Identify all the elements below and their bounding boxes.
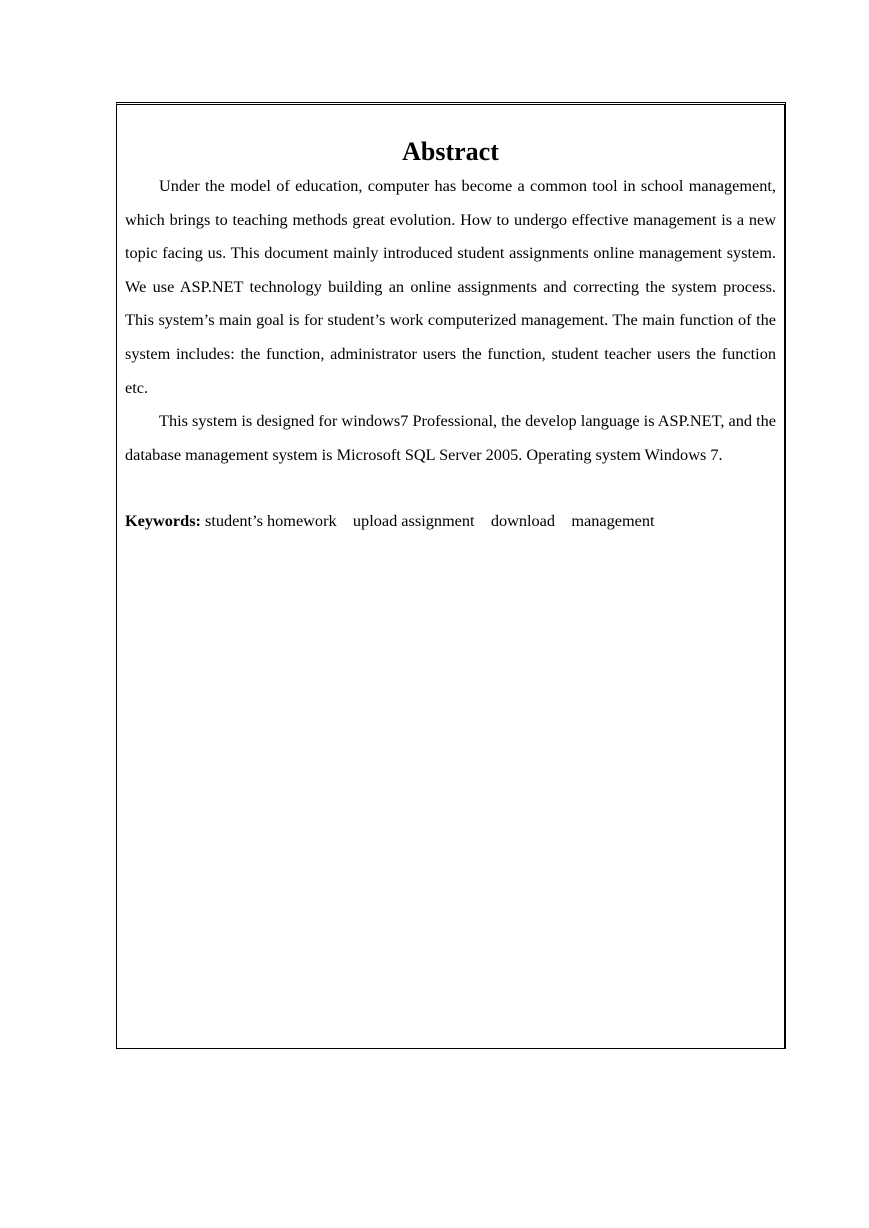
abstract-paragraph-2: This system is designed for windows7 Professional, the develop language is ASP.NET, and the database management system is Microsoft SQL Server 2005. Operating system Windows 7.	[125, 411, 776, 464]
keywords-text: student’s homework upload assignment download management	[200, 511, 655, 531]
keywords-label: Keywords:	[125, 511, 201, 531]
abstract-paragraph-1: Under the model of education, computer has become a common tool in school management, which brings to teaching methods great evolution. How to undergo effective management is a new topic facing us. This document mainly introduced student assignments online management system. We use ASP.NET technology building an online assignments and correcting the system process. This system’s main goal is for student’s work computerized management. The main function of the system includes: the function, administrator users the function, student teacher users the function etc.	[125, 176, 776, 397]
keywords-line	[125, 504, 776, 538]
abstract-title: Abstract	[402, 137, 499, 166]
abstract-content	[125, 105, 776, 538]
abstract-frame	[116, 102, 786, 1049]
